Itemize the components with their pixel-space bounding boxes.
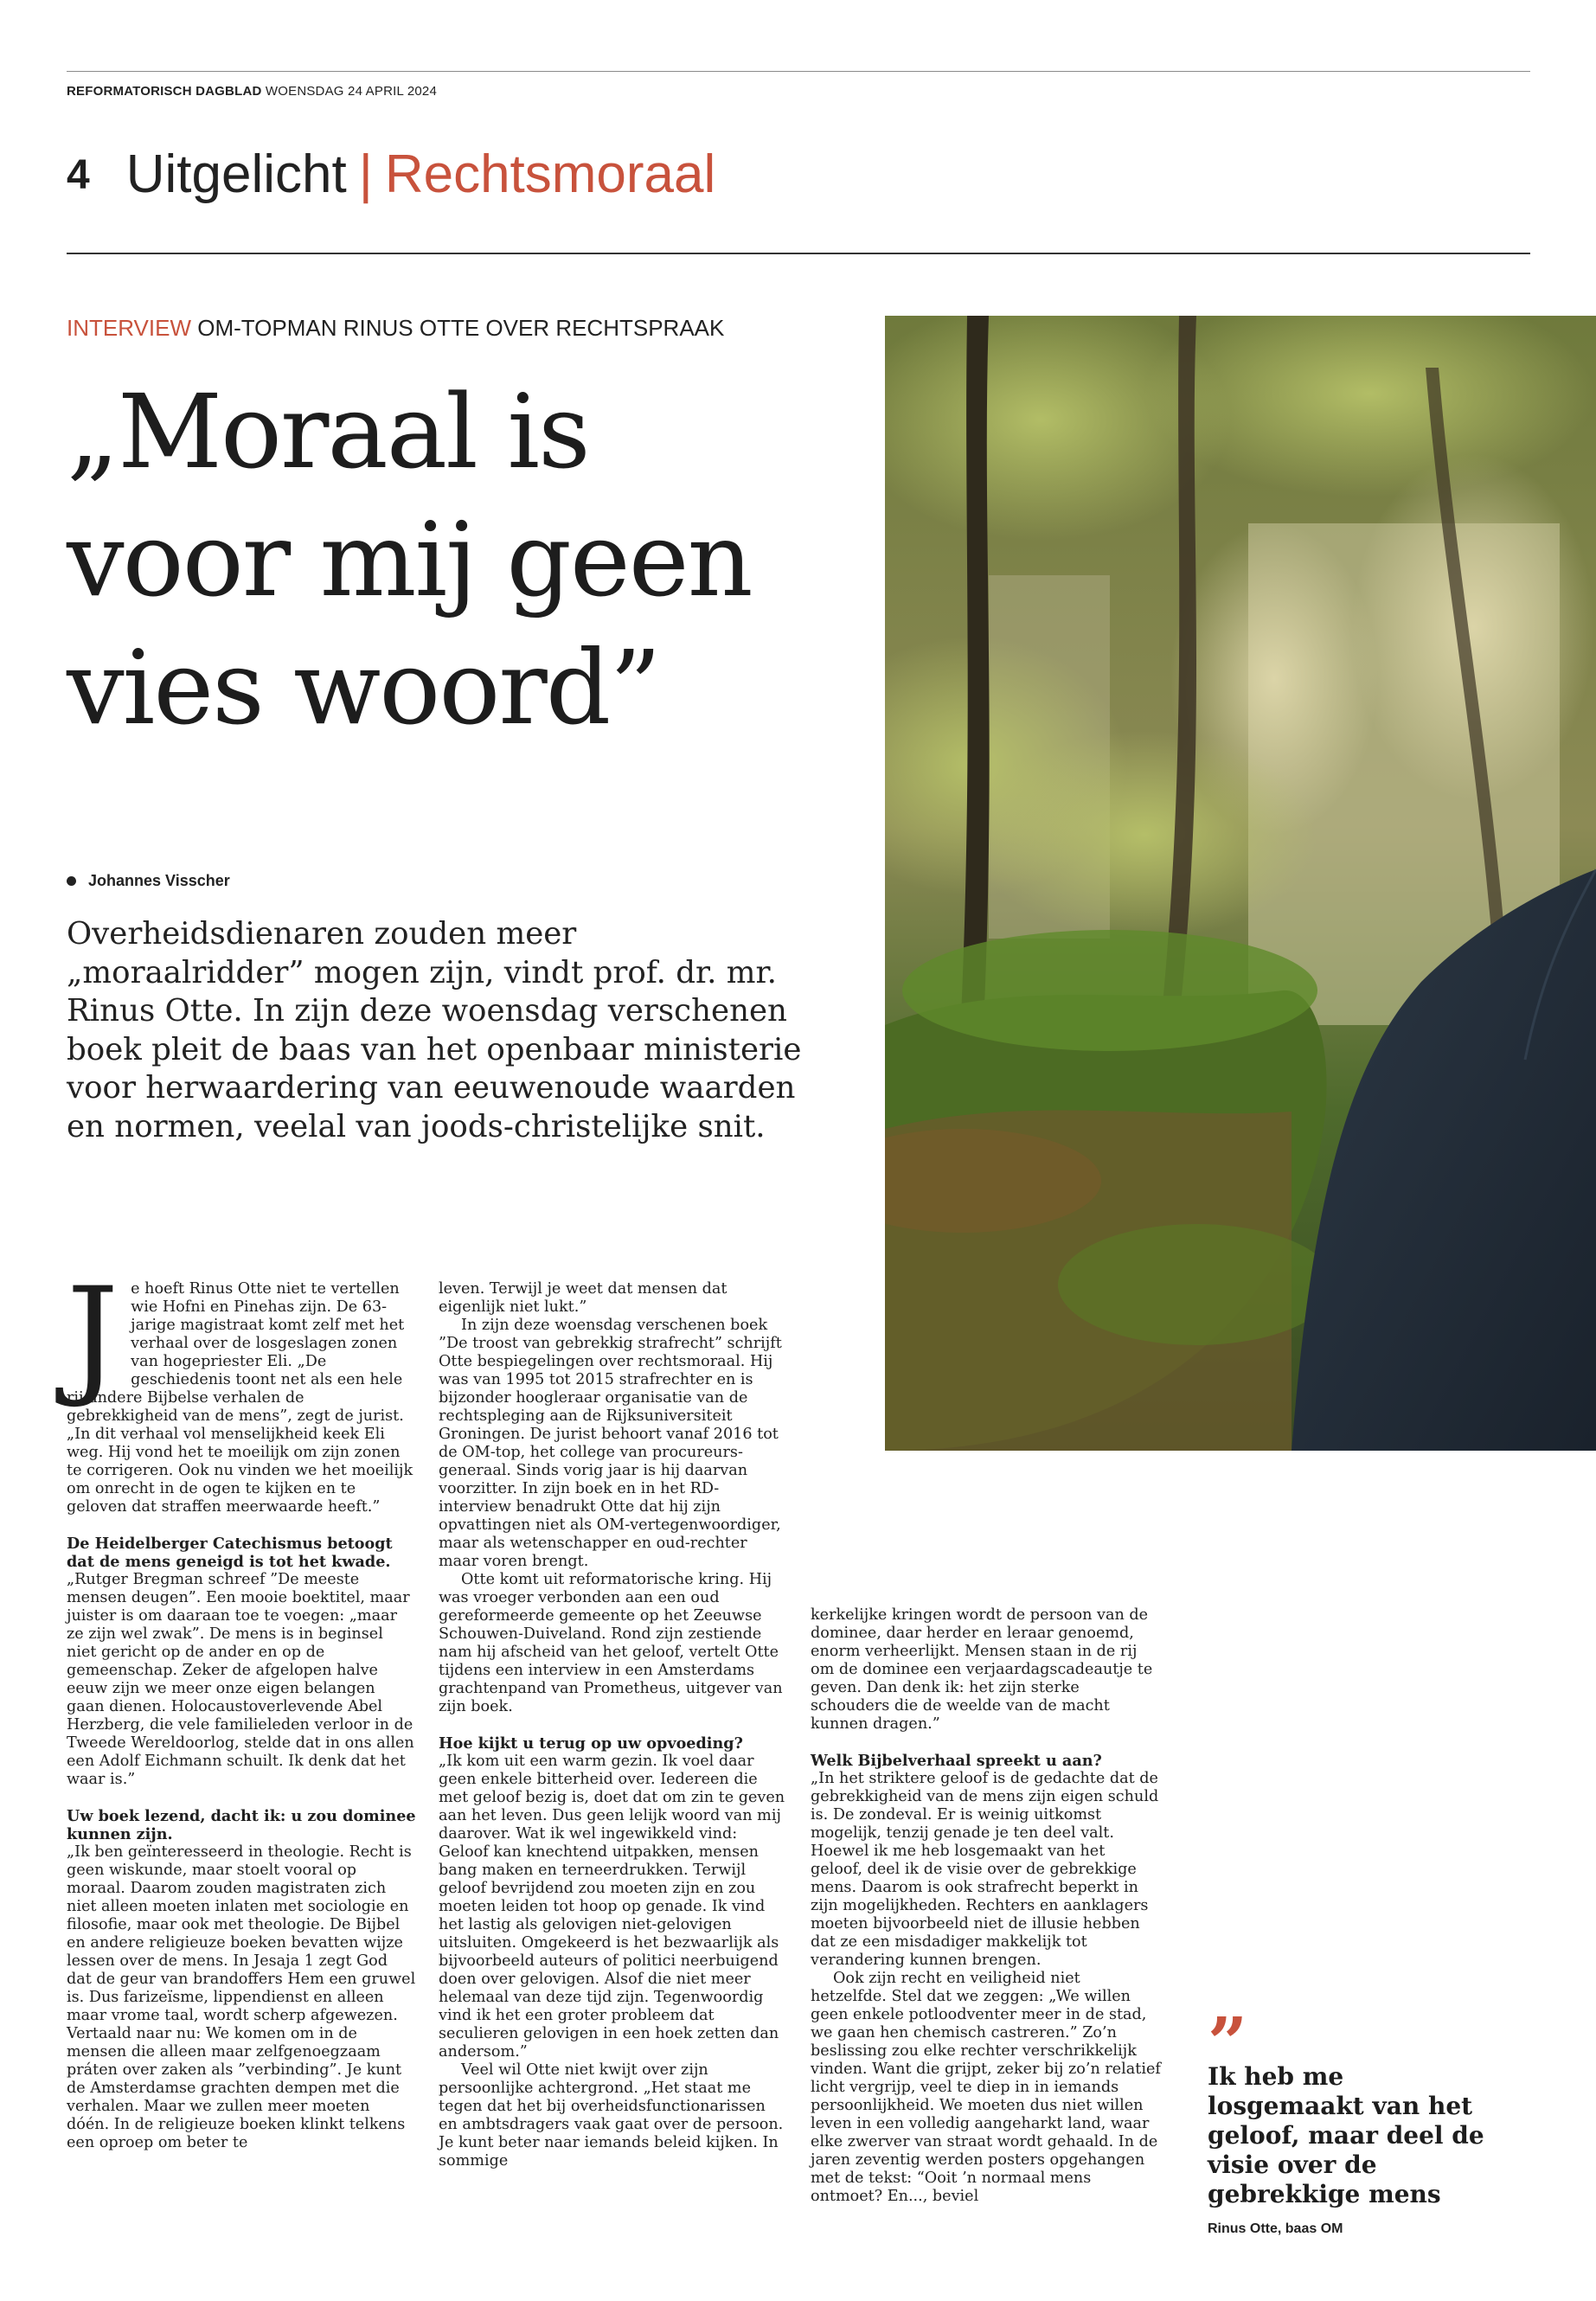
headline-line-1: „Moraal is [67,372,589,491]
masthead-date: WOENSDAG 24 APRIL 2024 [265,84,437,99]
article-column-1 [67,1260,417,2152]
paragraph: Otte komt uit reformatorische kring. Hij was vroeger verbonden aan een oud gereformeerde gemeente op het Zeeuwse Schouwen-Duiveland. Rond zijn zestiende nam hij afscheid van het geloof, vertelt Otte tijdens een interview in een Amsterdams grachtenpand van Prometheus, uitgever van zijn boek. [439,1571,783,1715]
headline-line-3: vies woord” [67,628,660,747]
paragraph: „Ik kom uit een warm gezin. Ik voel daar geen enkele bitterheid over. Iedereen die met geloof bezig is, doet dat om zin te geven aan het leven. Dus geen lelijk woord van mij daarover. Wat ik wel ingewikkeld vind: Geloof kan knechtend uitpakken, mensen bang maken en terneerdrukken. Terwijl geloof bevrijdend zou moeten zijn en zou moeten leiden tot hoop op genade. Ik vind het lastig als gelovigen niet-gelovigen uitsluiten. Omgekeerd is het bezwaarlijk als bijvoorbeeld auteurs of politici neerbuigend doen over gelovigen. Alsof die niet meer helemaal van deze tijd zijn. Tegenwoordig vind ik het een groter probleem dat seculieren gelovigen in een hoek zetten dan andersom.” [439,1753,785,2061]
byline [67,872,230,890]
headline [67,368,845,752]
section-header [67,137,715,214]
kicker [67,315,724,342]
interview-question: Welk Bijbelverhaal spreekt u aan? [811,1752,1102,1770]
header-rule [67,253,1530,254]
interview-question: De Heidelberger Catechismus betoogt dat de mens geneigd is tot het kwade. [67,1535,393,1571]
pull-quote-source: Rinus Otte, baas OM [1208,2221,1343,2236]
section-divider: | [358,144,373,204]
paragraph: „Ik ben geïnteresseerd in theologie. Recht is geen wiskunde, maar stoelt vooral op moraal. Daarom zouden magistraten zich niet alleen moeten inlaten met sociologie en filosofie, maar ook met theologie. De Bijbel en andere religieuze boeken bevatten wijze lessen over de mens. In Jesaja 1 zegt God dat de geur van brandoffers Hem een gruwel is. Dus farizeïsme, lippendienst en alleen maar vrome taal, wordt scherp afgewezen. Vertaald naar nu: We komen om in de mensen die alleen maar zelfgenoegzaam práten over zaken als ”verbinding”. Je kunt de Amsterdamse grachten dempen met die verhalen. Maar we zullen meer moeten dóén. In de religieuze boeken klinkt telkens een oproep om beter te [67,1843,416,2151]
interview-question: Hoe kijkt u terug op uw opvoeding? [439,1734,743,1753]
section-subtitle: Rechtsmoraal [384,144,716,204]
paragraph: leven. Terwijl je weet dat mensen dat eigenlijk niet lukt.” [439,1280,727,1316]
pull-quote-text: Ik heb me losgemaakt van het geloof, maar deel de visie over de gebrekkige mens [1208,2062,1484,2208]
byline-bullet [67,876,76,886]
dropcap: J [67,1260,119,1411]
article-photo [885,316,1596,1451]
quote-mark-icon: ” [1208,2002,1248,2083]
paragraph: In zijn deze woensdag verschenen boek ”De troost van gebrekkig strafrecht” schrijft Otte bespiegelingen over rechtsmoraal. Hij was van 1995 tot 2015 strafrechter en is bijzonder hoogleraar organisatie van de rechtspleging aan de Rijksuniversiteit Groningen. De jurist behoort vanaf 2016 tot de OM-top, het college van procureurs-generaal. Sinds vorig jaar is hij daarvan voorzitter. In zijn boek en in het RD-interview benadrukt Otte dat hij zijn opvattingen niet als OM-vertegenwoordiger, maar als wetenschapper en oud-rechter maar voren brengt. [439,1317,782,1570]
headline-line-2: voor mij geen [67,500,752,619]
kicker-label: INTERVIEW [67,315,191,341]
article-column-3 [811,1606,1161,2206]
paragraph: Veel wil Otte niet kwijt over zijn persoonlijke achtergrond. „Het staat me tegen dat het bij overheidsfunctionarissen en ambtsdragers vaak gaat over de persoon. Je kunt beter naar iemands beleid kijken. In sommige [439,2061,784,2170]
byline-author: Johannes Visscher [88,872,230,889]
interview-question: Uw boek lezend, dacht ik: u zou dominee kunnen zijn. [67,1807,416,1843]
lead-paragraph: Overheidsdienaren zouden meer „moraalridder” mogen zijn, vindt prof. dr. mr. Rinus Otte. In zijn deze woensdag verschenen boek pleit de baas van het openbaar ministerie voor herwaardering van eeuwenoude waarden en normen, veelal van joods-christelijke snit. [67,916,802,1144]
paragraph: Ook zijn recht en veiligheid niet hetzelfde. Stel dat we zeggen: „We willen geen enkele potloodventer meer in de stad, we gaan hen chemisch castreren.” Zo’n beslissing zou elke rechter verschrikkelijk vinden. Want die grijpt, zeker bij zo’n relatief licht vergrijp, veel te diep in in iemands persoonlijkheid. We moeten dus niet willen leven in een volledig aangeharkt land, waar elke zwerver van straat wordt gehaald. In de jaren zeventig werden posters opgehangen met de tekst: “Ooit ’n normaal mens ontmoet? En..., beviel [811,1970,1161,2205]
paragraph: e hoeft Rinus Otte niet te vertellen wie Hofni en Pinehas zijn. De 63-jarige magistraat komt zelf met het verhaal over de losgeslagen zonen van hogepriester Eli. „De geschiedenis toont net als een hele rij andere Bijbelse verhalen de gebrekkigheid van de mens”, zegt de jurist. „In dit verhaal vol menselijkheid keek Eli weg. Hij vond het te moeilijk om zijn zonen te corrigeren. Ook nu vinden we het moeilijk om onrecht in de ogen te kijken en te geloven dat straffen meerwaarde heeft.” [67,1280,413,1516]
article-column-2 [439,1280,789,2170]
masthead-paper: REFORMATORISCH DAGBLAD [67,84,262,99]
page-number: 4 [67,152,90,198]
section-title: Uitgelicht [125,144,347,204]
paragraph: „Rutger Bregman schreef ”De meeste mensen deugen”. Een mooie boektitel, maar juister is om daaraan toe te voegen: „maar ze zijn wel zwak”. De mens is in beginsel niet gericht op de ander en op de gemeenschap. Zeker de afgelopen halve eeuw zijn we meer onze eigen belangen gaan dienen. Holocaustoverlevende Abel Herzberg, die vele familieleden verloor in de Tweede Wereldoorlog, stelde dat in ons allen een Adolf Eichmann schuilt. Ik denk dat het waar is.” [67,1571,414,1788]
kicker-text: OM-TOPMAN RINUS OTTE OVER RECHTSPRAAK [197,315,725,341]
paragraph: kerkelijke kringen wordt de persoon van de dominee, daar herder en leraar genoemd, enorm verheerlijkt. Mensen staan in de rij om de dominee een verjaardagscadeautje te geven. Dan denk ik: het zijn sterke schouders die de weelde van de macht kunnen dragen.” [811,1606,1153,1733]
paragraph: „In het striktere geloof is de gedachte dat de gebrekkigheid van de mens zijn eigen schuld is. De zondeval. Er is weinig uitkomst mogelijk, tenzij genade je ten deel valt. Hoewel ik me heb losgemaakt van het geloof, deel ik de visie over de gebrekkige mens. Daarom is ook strafrecht beperkt in zijn mogelijkheden. Rechters en aanklagers moeten bijvoorbeeld niet de illusie hebben dat ze een misdadiger makkelijk tot verandering kunnen brengen. [811,1770,1159,1969]
masthead [67,71,1530,99]
pull-quote [1208,2002,1484,2237]
